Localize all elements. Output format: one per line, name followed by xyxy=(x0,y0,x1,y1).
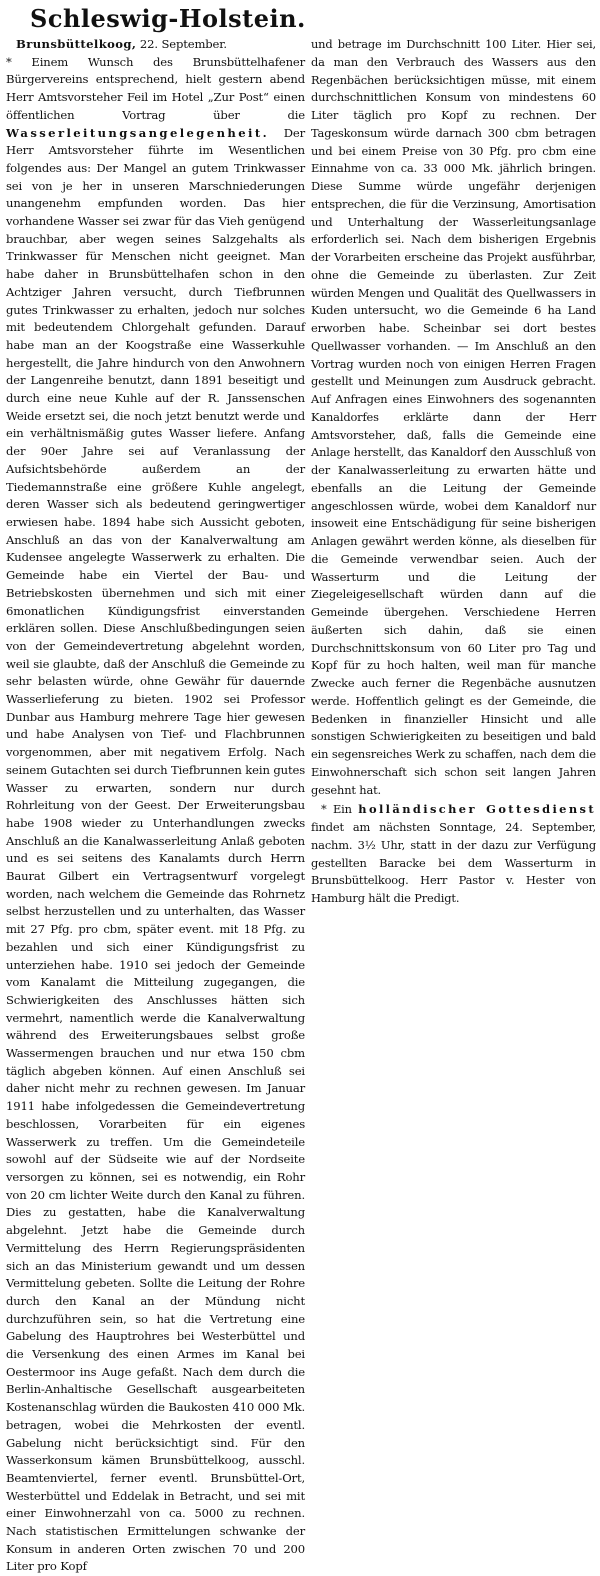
second-article-topic: holländischer Gottesdienst xyxy=(358,802,596,817)
article-lead-in: * Einem Wunsch des Brunsbüttelhafener Bürgervereins entsprechend, hielt gestern abend Herr Amtsvorsteher Feil im Hotel „Zur Post“ einen öffentlichen Vortrag über die xyxy=(6,54,305,122)
article-paragraph-left xyxy=(6,36,305,1576)
article-body-left: Der Herr Amtsvorsteher führte im Wesentlichen folgendes aus: Der Mangel an gutem Trinkwasser sei von je her in unseren Marschniederungen unangenehm empfunden worden. Das hier vorhandene Wasser sei zwar für das Vieh genügend brauchbar, aber wegen seines Salzgehalts als Trinkwasser für Menschen nicht geeignet. Man habe daher in Brunsbüttelhafen schon in den Achtziger Jahren versucht, durch Tiefbrunnen gutes Trinkwasser zu erhalten, jedoch nur solches mit bedeutendem Chlorgehalt gefunden. Darauf habe man an der Koogstraße eine Wasserkuhle hergestellt, die Jahre hindurch von den Anwohnern der Langenreihe benutzt, dann 1891 beseitigt und durch eine neue Kuhle auf der R. Janssenschen Weide ersetzt sei, die noch jetzt benutzt werde und ein verhältnismäßig gutes Wasser liefere. Anfang der 90er Jahre sei auf Veranlassung der Aufsichtsbehörde außerdem an der Tiedemannstraße eine größere Kuhle angelegt, deren Wasser sich als bedeutend geringwertiger erwiesen habe. 1894 habe sich Aussicht geboten, Anschluß an das von der Kanalverwaltung am Kudensee angelegte Wasserwerk zu erhalten. Die Gemeinde habe ein Viertel der Bau- und Betriebskosten übernehmen und sich mit einer 6monatlichen Kündigungsfrist einverstanden erklären sollen. Diese Anschlußbedingungen seien von der Gemeindevertretung abgelehnt worden, weil sie glaubte, daß der Anschluß die Gemeinde zu sehr belasten würde, ohne Gewähr für dauernde Wasserlieferung zu bieten. 1902 sei Professor Dunbar aus Hamburg mehrere Tage hier gewesen und habe Analysen von Tief- und Flachbrunnen vorgenommen, aber mit negativem Erfolg. Nach seinem Gutachten sei durch Tiefbrunnen kein gutes Wasser zu erwarten, sondern nur durch Rohrleitung von der Geest. Der Erweiterungsbau habe 1908 wieder zu Unterhandlungen zwecks Anschluß an die Kanalwasserleitung Anlaß geboten und es sei seitens des Kanalamts durch Herrn Baurat Gilbert ein Vertragsentwurf vorgelegt worden, nach welchem die Gemeinde das Rohrnetz selbst herzustellen und zu unterhalten, das Wasser mit 27 Pfg. pro cbm, später event. mit 18 Pfg. zu bezahlen und sich einer Kündigungsfrist zu unterziehen habe. 1910 sei jedoch der Gemeinde vom Kanalamt die Mitteilung zugegangen, die Schwierigkeiten des Anschlusses hätten sich vermehrt, namentlich werde die Kanalverwaltung während des Erweiterungsbaues selbst große Wassermengen brauchen und nur etwa 150 cbm täglich abgeben können. Auf einen Anschluß sei daher nicht mehr zu rechnen gewesen. Im Januar 1911 habe infolgedessen die Gemeindevertretung beschlossen, Vorarbeiten für ein eigenes Wasserwerk zu treffen. Um die Gemeindeteile sowohl auf der Südseite wie auf der Nordseite versorgen zu können, sei es notwendig, ein Rohr von 20 cm lichter Weite durch den Kanal zu führen. Dies zu gestatten, habe die Kanalverwaltung abgelehnt. Jetzt habe die Gemeinde durch Vermittelung des Herrn Regierungspräsidenten sich an das Ministerium gewandt und um dessen Vermittelung gebeten. Sollte die Leitung der Rohre durch den Kanal an der Mündung nicht durchzuführen sein, so hat die Vertretung eine Gabelung des Hauptrohres bei Westerbüttel und die Versenkung des einen Armes im Kanal bei Oestermoor ins Auge gefaßt. Nach dem durch die Berlin-Anhaltische Gesellschaft ausgearbeiteten Kostenanschlag würden die Baukosten 410 000 Mk. betragen, wobei die Mehrkosten der eventl. Gabelung nicht berücksichtigt sind. Für den Wasserkonsum kämen Brunsbüttelkoog, ausschl. Beamtenviertel, ferner eventl. Brunsbüttel-Ort, Westerbüttel und Eddelak in Betracht, und sei mit einer Einwohnerzahl von ca. 5000 zu rechnen. Nach statistischen Ermittelungen schwanke der Konsum in anderen Orten zwischen 70 und 200 Liter pro Kopf xyxy=(6,125,306,1574)
section-heading: Schleswig-Holstein. xyxy=(30,4,306,33)
dateline-date: 22. September. xyxy=(139,37,227,51)
article-paragraph-right xyxy=(311,36,596,799)
second-article-paragraph xyxy=(311,801,596,908)
article-body-right: und betrage im Durchschnitt 100 Liter. Hier sei, da man den Verbrauch des Wassers aus den Regenbächen berücksichtigen müsse, mit einem durchschnittlichen Konsum von mindestens 60 Liter täglich pro Kopf zu rechnen. Der Tageskonsum würde darnach 300 cbm betragen und bei einem Preise von 30 Pfg. pro cbm eine Einnahme von ca. 33 000 Mk. jährlich bringen. Diese Summe würde ungefähr derjenigen entsprechen, die für die Verzinsung, Amortisation und Unterhaltung der Wasserleitungsanlage erforderlich sei. Nach dem bisherigen Ergebnis der Vorarbeiten erscheine das Projekt ausführbar, ohne die Gemeinde zu überlasten. Zur Zeit würden Mengen und Qualität des Quellwassers in Kuden untersucht, wo die Gemeinde 6 ha Land erworben habe. Scheinbar sei dort bestes Quellwasser vorhanden. — Im Anschluß an den Vortrag wurden noch von einigen Herren Fragen gestellt und Meinungen zum Ausdruck gebracht. Auf Anfragen eines Einwohners des sogenannten Kanaldorfes erklärte dann der Herr Amtsvorsteher, daß, falls die Gemeinde eine Anlage herstellt, das Kanaldorf den Ausschluß von der Kanalwasserleitung zu erwarten hätte und ebenfalls an die Leitung der Gemeinde angeschlossen würde, wobei dem Kanaldorf nur insoweit eine Entschädigung für seine bisherigen Anlagen gewährt werden könne, als dieselben für die Gemeinde verwendbar seien. Auch der Wasserturm und die Leitung der Ziegeleigesellschaft würden dann auf die Gemeinde übergehen. Verschiedene Herren äußerten sich dahin, daß sie einen Durchschnittskonsum von 60 Liter pro Tag und Kopf für zu hoch halten, weil man für manche Zwecke auch ferner die Regenbäche ausnutzen werde. Hoffentlich gelingt es der Gemeinde, die Bedenken in finanzieller Hinsicht und alle sonstigen Schwierigkeiten zu beseitigen und bald ein segensreiches Werk zu schaffen, nach dem die Einwohnerschaft sich schon seit langen Jahren gesehnt hat. xyxy=(311,37,596,797)
column-right xyxy=(311,36,596,1576)
second-article-lead-in: * Ein xyxy=(321,802,359,817)
column-left xyxy=(6,36,305,1576)
article-topic: Wasserleitungsangelegenheit. xyxy=(6,125,270,140)
dateline-place: Brunsbüttelkoog, xyxy=(16,37,137,51)
article-columns xyxy=(6,36,596,1576)
second-article-body: findet am nächsten Sonntage, 24. September, nachm. 3½ Uhr, statt in der dazu zur Verfügung gestellten Baracke bei dem Wasserturm in Brunsbüttelkoog. Herr Pastor v. Hester von Hamburg hält die Predigt. xyxy=(311,820,596,905)
